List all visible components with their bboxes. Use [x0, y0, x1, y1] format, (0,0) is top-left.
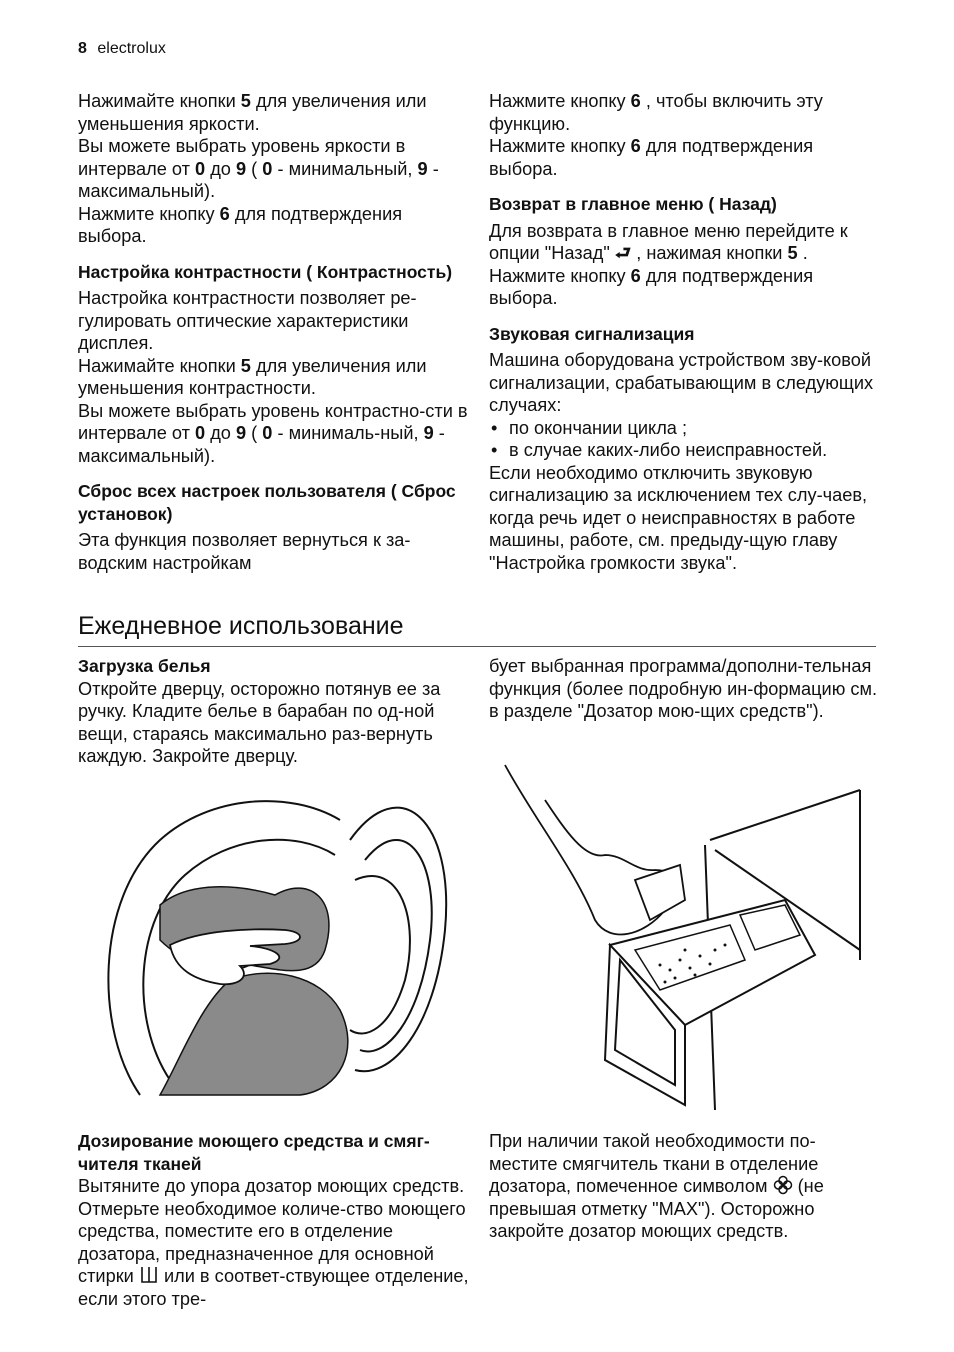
list-item: • в случае каких-либо неисправностей.	[489, 439, 881, 462]
page-number: 8	[78, 40, 87, 57]
back-para-2: Нажмите кнопку 6 для подтверждения выбора.	[489, 265, 814, 308]
list-item: • по окончании цикла ;	[489, 417, 881, 440]
detergent-dispenser-illustration	[485, 760, 875, 1115]
loading-heading: Загрузка белья	[78, 656, 211, 676]
right-column-top	[489, 90, 881, 574]
reset-heading: Сброс всех настроек пользователя ( Сброс установок)	[78, 481, 456, 524]
program-info-para: бует выбранная программа/дополни-тельная функция (более подробную ин-формацию см. в разделе "Дозатор мою-щих средств").	[489, 656, 878, 721]
sound-heading: Звуковая сигнализация	[489, 323, 695, 344]
loading-para: Откройте дверцу, осторожно потянув ее за ручку. Кладите белье в барабан по од-ной вещи, стараясь максимально раз-вернуть каждую. Закройте дверцу.	[78, 678, 441, 766]
sound-para-2: Если необходимо отключить звуковую сигнализацию за исключением тех слу-чаев, когда речь идет о неисправностях в работе машины, работе, см. предыду-щую главу "Настройка громкости звука".	[489, 462, 868, 573]
brand-name: electrolux	[97, 40, 166, 57]
section-divider	[78, 646, 876, 647]
hand-with-cup	[505, 765, 685, 934]
contrast-para-3: Вы можете выбрать уровень контрастно-сти в интервале от 0 до 9 ( 0 - минималь-ный, 9 - максимальный).	[78, 400, 468, 466]
contrast-para-1: Настройка контрастности позволяет ре-гулировать оптические характеристики дисплея.	[78, 288, 417, 353]
sound-bullet-list	[489, 417, 881, 462]
back-arrow-icon: ⮐	[614, 243, 632, 263]
softener-flower-icon	[773, 1175, 793, 1195]
function-para-2: Нажмите кнопку 6 для подтверждения выбора.	[489, 136, 814, 179]
contrast-heading: Настройка контрастности ( Контрастность)	[78, 261, 453, 282]
softener-para: При наличии такой необходимости по-местите смягчитель ткани в отделение дозатора, помеченное символом (не превышая отметку "MAX"). Осторожно закройте дозатор моющих средств.	[489, 1131, 824, 1241]
brightness-para-2: Вы можете выбрать уровень яркости в интервале от 0 до 9 ( 0 - минимальный, 9 - максимальный).	[78, 136, 439, 201]
back-para-1: Для возврата в главное меню перейдите к опции "Назад" ⮐ , нажимая кнопки 5 .	[489, 220, 848, 263]
dosing-section	[78, 1130, 470, 1310]
contrast-para-2: Нажимайте кнопки 5 для увеличения или уменьшения контрастности.	[78, 355, 427, 398]
dosing-para: Вытяните до упора дозатор моющих средств. Отмерьте необходимое количе-ство моющего средства, поместите его в отделение дозатора, предназначенное для основной стирки или в соответ-ствующее отделение, если этого тре-	[78, 1176, 469, 1309]
left-column-top	[78, 90, 468, 574]
function-para-1: Нажмите кнопку 6 , чтобы включить эту функцию.	[489, 91, 823, 134]
reset-para: Эта функция позволяет вернуться к за-водским настройкам	[78, 530, 411, 573]
back-heading: Возврат в главное меню ( Назад)	[489, 194, 777, 214]
brightness-para-1: Нажимайте кнопки 5 для увеличения или уменьшения яркости.	[78, 91, 427, 134]
main-wash-icon	[139, 1265, 159, 1285]
dosing-heading: Дозирование моющего средства и смяг-чителя тканей	[78, 1131, 430, 1174]
brightness-para-3: Нажмите кнопку 6 для подтверждения выбора.	[78, 203, 403, 246]
right-column-bottom	[489, 655, 881, 723]
softener-section	[489, 1130, 881, 1243]
machine-top	[710, 790, 860, 840]
sound-para-1: Машина оборудована устройством зву-ковой сигнализации, срабатывающим в следующих случаях:	[489, 350, 874, 415]
laundry-cloth	[160, 887, 348, 1095]
drum-loading-illustration	[100, 780, 460, 1100]
page-header	[78, 40, 166, 58]
left-column-bottom	[78, 655, 470, 768]
section-title: Ежедневное использование	[78, 612, 404, 640]
